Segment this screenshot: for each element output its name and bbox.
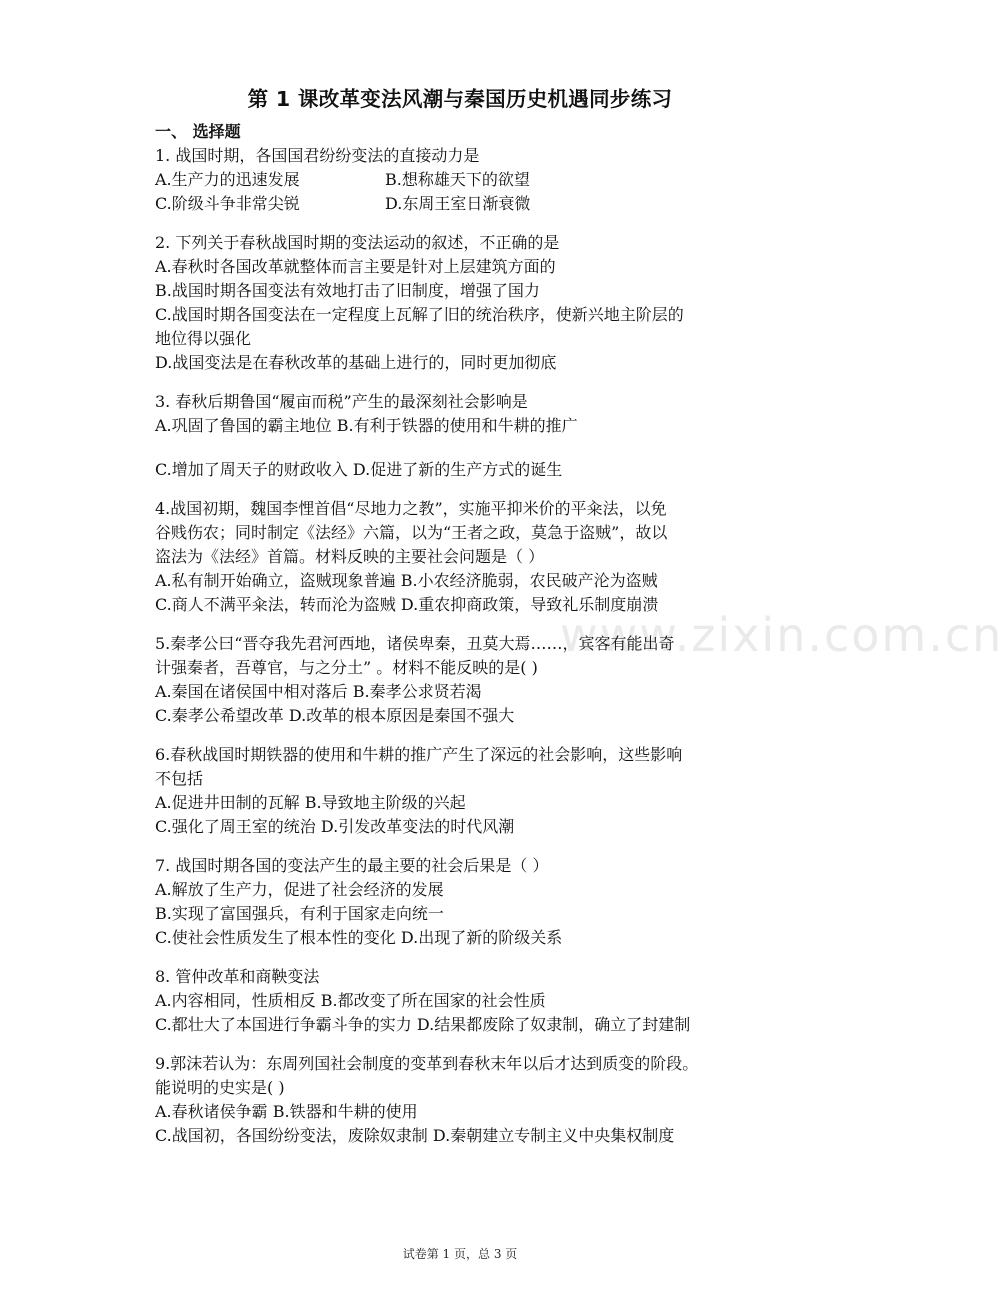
option-d: D.东周王室日渐衰微 (385, 194, 531, 213)
options-cd: C.商人不满平籴法，转而沦为盗贼 D.重农抑商政策，导致礼乐制度崩溃 (155, 595, 659, 614)
options-cd: C.都壮大了本国进行争霸斗争的实力 D.结果都废除了奴隶制，确立了封建制 (155, 1015, 691, 1034)
question-stem: 4.战国初期，魏国李悝首倡“尽地力之教”，实施平抑米价的平籴法，以免 (155, 499, 667, 518)
document-title: 第 1 课改革变法风潮与秦国历史机遇同步练习 (247, 87, 673, 111)
question-stem: 2. 下列关于春秋战国时期的变法运动的叙述，不正确的是 (155, 233, 560, 252)
question-9 (155, 1052, 775, 1148)
options-cd: C.使社会性质发生了根本性的变化 D.出现了新的阶级关系 (155, 928, 563, 947)
options-ab: A.秦国在诸侯国中相对落后 B.秦孝公求贤若渴 (155, 682, 482, 701)
question-list (155, 120, 775, 1148)
question-stem-line-2: 计强秦者，吾尊官，与之分土” 。材料不能反映的是( ) (155, 658, 538, 677)
question-2 (155, 231, 775, 375)
question-8 (155, 965, 775, 1037)
question-3 (155, 390, 775, 482)
page-footer: 试卷第 1 页，总 3 页 (402, 1247, 518, 1261)
options-cd: C.强化了周王室的统治 D.引发改革变法的时代风潮 (155, 817, 515, 836)
question-7 (155, 854, 775, 950)
question-stem-line-3: 盗法为《法经》首篇。材料反映的主要社会问题是（ ） (155, 547, 545, 566)
option-b: B.战国时期各国变法有效地打击了旧制度，增强了国力 (155, 281, 540, 300)
question-4 (155, 497, 775, 617)
question-stem: 8. 管仲改革和商鞅变法 (155, 967, 320, 986)
option-a: A.生产力的迅速发展 (155, 170, 300, 189)
option-b: B.想称雄天下的欲望 (385, 170, 530, 189)
options-cd: C.增加了周天子的财政收入 D.促进了新的生产方式的诞生 (155, 460, 563, 479)
options-ab: A.促进井田制的瓦解 B.导致地主阶级的兴起 (155, 793, 466, 812)
question-stem-line-2: 不包括 (155, 769, 204, 788)
options-cd: C.秦孝公希望改革 D.改革的根本原因是秦国不强大 (155, 706, 515, 725)
options-row (155, 192, 775, 216)
option-c: C.战国时期各国变法在一定程度上瓦解了旧的统治秩序，使新兴地主阶层的 (155, 305, 684, 324)
options-cd: C.战国初，各国纷纷变法，废除奴隶制 D.秦朝建立专制主义中央集权制度 (155, 1126, 675, 1145)
question-stem: 5.秦孝公曰“晋夺我先君河西地，诸侯卑秦，丑莫大焉……，宾客有能出奇 (155, 634, 675, 653)
options-ab: A.巩固了鲁国的霸主地位 B.有利于铁器的使用和牛耕的推广 (155, 416, 578, 435)
options-row (155, 168, 775, 192)
option-d: D.战国变法是在春秋改革的基础上进行的，同时更加彻底 (155, 353, 557, 372)
question-stem: 1. 战国时期，各国国君纷纷变法的直接动力是 (155, 146, 480, 165)
options-ab: A.私有制开始确立，盗贼现象普遍 B.小农经济脆弱，农民破产沦为盗贼 (155, 571, 658, 590)
question-6 (155, 743, 775, 839)
question-stem-line-2: 能说明的史实是( ) (155, 1078, 285, 1097)
question-stem: 9.郭沫若认为：东周列国社会制度的变革到春秋末年以后才达到质变的阶段。 (155, 1054, 699, 1073)
section-heading: 一、 选择题 (155, 122, 241, 141)
option-c: C.阶级斗争非常尖锐 (155, 194, 300, 213)
question-stem: 6.春秋战国时期铁器的使用和牛耕的推广产生了深远的社会影响，这些影响 (155, 745, 683, 764)
options-ab: A.内容相同，性质相反 B.都改变了所在国家的社会性质 (155, 991, 546, 1010)
question-1 (155, 144, 775, 216)
option-a: A.解放了生产力，促进了社会经济的发展 (155, 880, 444, 899)
option-a: A.春秋时各国改革就整体而言主要是针对上层建筑方面的 (155, 257, 556, 276)
options-ab: A.春秋诸侯争霸 B.铁器和牛耕的使用 (155, 1102, 418, 1121)
option-b: B.实现了富国强兵，有利于国家走向统一 (155, 904, 444, 923)
question-stem: 3. 春秋后期鲁国“履亩而税”产生的最深刻社会影响是 (155, 392, 528, 411)
question-stem: 7. 战国时期各国的变法产生的最主要的社会后果是（ ） (155, 856, 549, 875)
question-stem-line-2: 谷贱伤农；同时制定《法经》六篇，以为“王者之政，莫急于盗贼”，故以 (155, 523, 668, 542)
question-5 (155, 632, 775, 728)
watermark: www.zixin.com.cn (560, 608, 1003, 662)
option-c-continued: 地位得以强化 (155, 329, 252, 348)
